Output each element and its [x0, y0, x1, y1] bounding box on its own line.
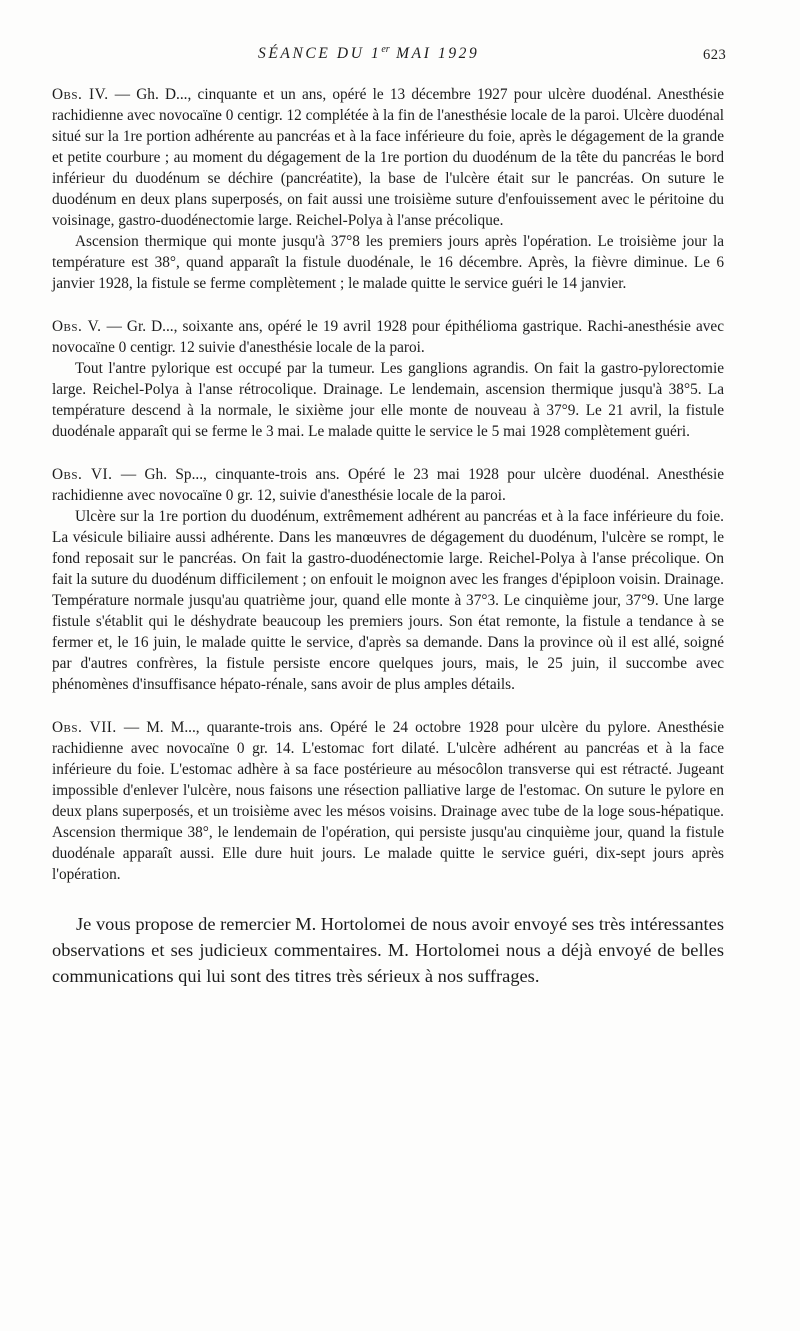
observation-label: Obs. V.	[52, 318, 102, 335]
page-number: 623	[703, 47, 727, 63]
observation-v	[52, 316, 724, 442]
observation-iv	[52, 84, 724, 294]
observation-paragraph	[52, 717, 724, 885]
observation-paragraph	[52, 84, 724, 231]
observation-vii	[52, 717, 724, 885]
running-title-superscript: er	[381, 44, 390, 55]
observation-label: Obs. IV.	[52, 86, 109, 103]
observation-paragraph	[52, 316, 724, 358]
observation-text: — M. M..., quarante-trois ans. Opéré le 24 octobre 1928 pour ulcère du pylore. Anesthésie rachidienne avec novocaïne 0 gr. 14. L'estomac fort dilaté. L'ulcère adhérent au pancréas et à la face inférieure du foie. L'estomac adhère à sa face postérieure au mésocôlon transverse qui est rétracté. Jugeant impossible d'enlever l'ulcère, nous faisons une résection palliative large de l'estomac. On suture le pylore en deux plans superposés, et un troisième avec les mésos voisins. Drainage avec tube de la loge sous-hépatique. Ascension thermique 38°, le lendemain de l'opération, qui persiste jusqu'au cinquième jour, quand la fistule duodénale apparaît aussi. Elle dure huit jours. Le malade quitte le service guéri, dix-sept jours après l'opération.	[52, 719, 725, 883]
running-head	[0, 44, 800, 68]
observation-paragraph: Ulcère sur la 1re portion du duodénum, extrêmement adhérent au pancréas et à la face inférieure du foie. La vésicule biliaire aussi adhérente. Dans les manœuvres de dégagement du duodénum, l'ulcère se rompt, le fond reposait sur le pancréas. On fait la gastro-duodénectomie large. Reichel-Polya à l'anse précolique. On fait la suture du duodénum difficilement ; on enfouit le moignon avec les franges d'épiploon voisin. Drainage. Température normale jusqu'au quatrième jour, quand elle monte à 37°3. Le cinquième jour, 37°9. Une large fistule s'établit qui le déshydrate beaucoup les premiers jours. Son état remonte, la fistule a tendance à se fermer et, le 16 juin, le malade quitte le service, d'après sa demande. Dans la province où il est allé, soigné par d'autres confrères, la fistule persiste encore quelques jours, mais, le 25 juin, il succombe avec phénomènes d'insuffisance hépato-rénale, sans avoir de plus amples détails.	[52, 508, 724, 693]
closing-paragraph: Je vous propose de remercier M. Hortolomei de nous avoir envoyé ses très intéressantes observations et ses judicieux commentaires. M. Hortolomei nous a déjà envoyé de belles communications qui lui sont des titres très sérieux à nos suffrages.	[52, 914, 724, 986]
running-title-date: MAI 1929	[389, 45, 480, 63]
running-title	[258, 44, 479, 63]
running-title-text: SÉANCE DU 1	[258, 45, 382, 63]
observation-vi	[52, 464, 724, 695]
page-body	[52, 84, 724, 989]
observation-text: — Gh. Sp..., cinquante-trois ans. Opéré le 23 mai 1928 pour ulcère duodénal. Anesthésie rachidienne avec novocaïne 0 gr. 12, suivie d'anesthésie locale de la paroi.	[52, 466, 724, 504]
observation-paragraph: Tout l'antre pylorique est occupé par la tumeur. Les ganglions agrandis. On fait la gastro-pylorectomie large. Reichel-Polya à l'anse rétrocolique. Drainage. Le lendemain, ascension thermique jusqu'à 38°5. La température descend à la normale, le sixième jour elle monte de nouveau à 37°9. Le 21 avril, la fistule duodénale apparaît qui se ferme le 3 mai. Le malade quitte le service le 5 mai 1928 complètement guéri.	[52, 360, 724, 440]
observation-paragraph	[52, 464, 724, 506]
observation-label: Obs. VII.	[52, 719, 117, 736]
observation-text: — Gr. D..., soixante ans, opéré le 19 avril 1928 pour épithélioma gastrique. Rachi-anesthésie avec novocaïne 0 centigr. 12 suivie d'anesthésie locale de la paroi.	[52, 318, 724, 356]
observation-paragraph: Ascension thermique qui monte jusqu'à 37°8 les premiers jours après l'opération. Le troisième jour la température est 38°, quand apparaît la fistule duodénale, le 16 décembre. Après, la fièvre diminue. Le 6 janvier 1928, la fistule se ferme complètement ; le malade quitte le service guéri le 14 janvier.	[52, 233, 724, 292]
observation-text: — Gh. D..., cinquante et un ans, opéré le 13 décembre 1927 pour ulcère duodénal. Anesthésie rachidienne avec novocaïne 0 centigr. 12 complétée à la fin de l'anesthésie locale de la paroi. Ulcère duodénal situé sur la 1re portion adhérente au pancréas et à la face inférieure du foie, après le dégagement de la grande et petite courbure ; au moment du dégagement de la 1re portion du duodénum de la tête du pancréas le bord inférieur du duodénum se déchire (pancréatite), la base de l'ulcère était sur le pancréas. On suture le duodénum en deux plans superposés, on fait aussi une troisième suture d'enfouissement avec le péritoine du voisinage, gastro-duodénectomie large. Reichel-Polya à l'anse précolique.	[52, 86, 724, 229]
observation-label: Obs. VI.	[52, 466, 113, 483]
